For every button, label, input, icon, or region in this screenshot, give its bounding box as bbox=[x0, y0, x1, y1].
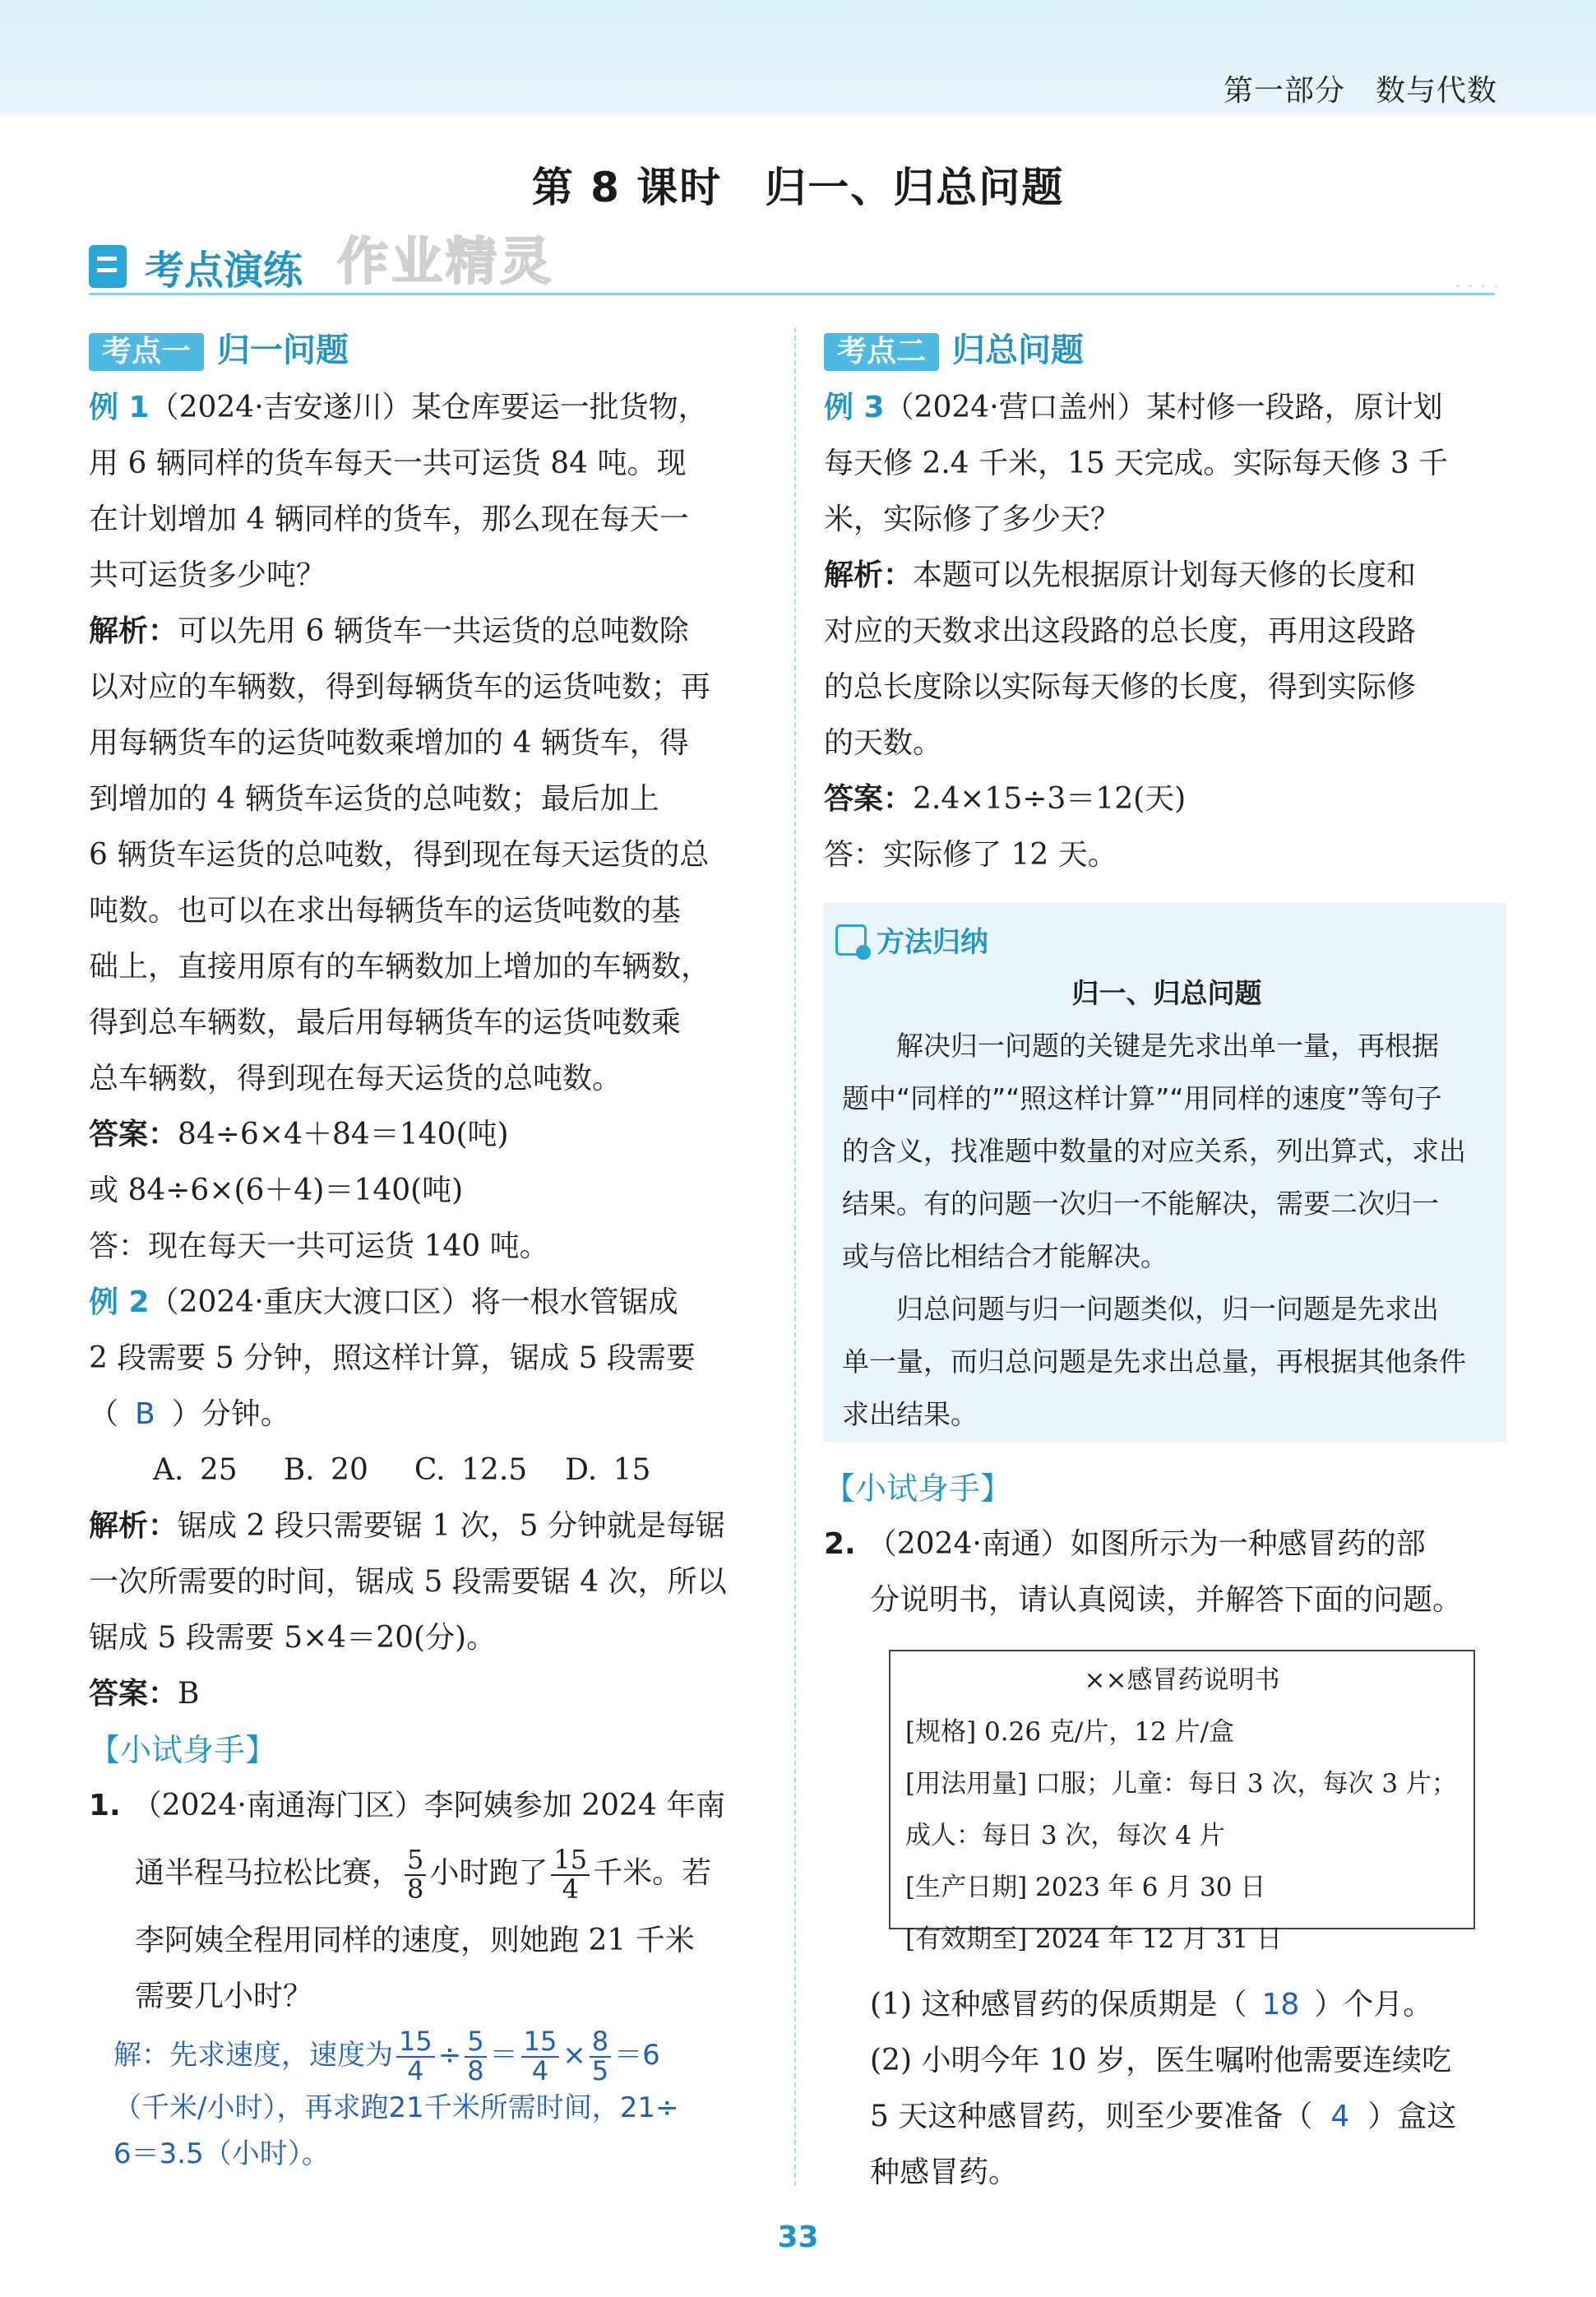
fraction: $\frac{5}{8}$ bbox=[405, 1846, 426, 1903]
option-d: D. 15 bbox=[565, 1453, 651, 1487]
answer-1: 答案：84÷6×4＋84＝140(吨) bbox=[89, 1118, 509, 1151]
sub-question-2: (2) 小明今年 10 岁，医生嘱咐他需要连续吃 bbox=[870, 2044, 1452, 2077]
example-1: 例 1（2024·吉安遂川）某仓库要运一批货物， bbox=[89, 391, 708, 424]
watermark: 作业精灵 bbox=[337, 231, 555, 291]
answer-blank: B bbox=[135, 1397, 155, 1431]
analysis-2: 解析：锯成 2 段只需要锯 1 次，5 分钟就是每锯 bbox=[89, 1509, 725, 1543]
method-heading: 方法归纳 bbox=[835, 919, 988, 960]
question-2: 2. （2024·南通）如图所示为一种感冒药的部 bbox=[824, 1527, 1426, 1561]
left-column: 例 1（2024·吉安遂川）某仓库要运一批货物， 用 6 辆同样的货车每天一共可运货 84 吨。现 在计划增加 4 辆同样的货车，那么现在每天一 共可运货多少吨？ 解析：可以先用 6 辆货车一共运货的总吨数除 以对应的车辆数，得到每辆货车的运货吨数；再 用每辆货车的运货吨数乘增加的 4 辆货车，得 到增加的 4 辆货车运货的总吨数；最后加上 6 辆货车运货的总吨数，得到现在每天运货的总 吨数。也可以在求出每辆货车的运货吨数的基 础上，直接用原有的车辆数加上增加的车辆数， 得到总车辆数，最后用每辆货车的运货吨数乘 总车辆数，得到现在每天运货的总吨数。 答案：84÷6×4＋84＝140(吨) 或 84÷6×(6＋4)＝140(吨) 答：现在每天一共可运货 140 吨。 例 2（2024·重庆大渡口区）将一根水管锯成 2 段需要 5 分钟，照这样计算，锯成 5 段需要 （ B ）分钟。 A. 25 B. 20 C. 12.5 D. 15 解析：锯成 2 段只需要锯 1 次，5 分钟就是每锯 一次所需要的时间，锯成 5 段需要锯 4 次，所以 锯成 5 段需要 5×4＝20(分)。 答案：B 【小试身手】 1. （2024·南通海门区）李阿姨参加 2024 年南 通半程马拉松比赛， $\frac{5}{8}$ 小时跑了 $\frac{15}{4}$ 千米。若 李阿姨全程用同样的速度，则她跑 21 千米 需要几小时？ 解：先求速度，速度为 $\frac{15}{4}$ ÷ $\frac{5}{8}$ ＝ $\frac{15}{4}$ × $\frac{8}{5}$ ＝6 （千米/小时），再求跑21千米所需时间，21÷ 6＝3.5（小时）。 bbox=[89, 380, 771, 2177]
rule-dots-decoration: · · · · bbox=[1455, 278, 1501, 295]
question-1: 1. （2024·南通海门区）李阿姨参加 2024 年南 bbox=[89, 1789, 726, 1822]
try-heading-left: 【小试身手】 bbox=[89, 1732, 277, 1768]
page-number: 33 bbox=[777, 2221, 819, 2254]
fraction: $\frac{5}{8}$ bbox=[465, 2028, 486, 2085]
answer-blank: 18 bbox=[1261, 1988, 1300, 2021]
fraction: $\frac{15}{4}$ bbox=[521, 2028, 560, 2085]
example-3: 例 3（2024·营口盖州）某村修一段路，原计划 bbox=[824, 391, 1443, 424]
fraction: $\frac{15}{4}$ bbox=[551, 1846, 590, 1903]
header-part-label: 第一部分 数与代数 bbox=[1223, 74, 1497, 108]
method-subtitle: 归一、归总问题 bbox=[1071, 977, 1262, 1009]
analysis-3: 解析：本题可以先根据原计划每天修的长度和 bbox=[824, 558, 1417, 592]
list-icon bbox=[89, 245, 127, 288]
topic-tag: 考点二 bbox=[824, 333, 939, 371]
right-topic-heading bbox=[824, 324, 1084, 371]
section-rule bbox=[89, 293, 1495, 295]
option-c: C. 12.5 bbox=[414, 1453, 528, 1487]
medicine-instructions-box: ××感冒药说明书 [规格] 0.26 克/片，12 片/盒 [用法用量] 口服；儿童：每日 3 次，每次 3 片； 成人：每日 3 次，每次 4 片 [生产日期] 2023 年 6 月 30 日 [有效期至] 2024 年 12 月 31 日 bbox=[889, 1650, 1475, 1929]
handwritten-solution: 解：先求速度，速度为 $\frac{15}{4}$ ÷ $\frac{5}{8}$ ＝ $\frac{15}{4}$ × $\frac{8}{5}$ ＝6 （千米/小时），再求跑21千米所需时间，21÷ 6＝3.5（小时）。 bbox=[113, 2026, 679, 2171]
topic-title: 归一问题 bbox=[217, 331, 349, 369]
left-topic-heading bbox=[89, 324, 349, 371]
page-title: 第 8 课时 归一、归总问题 bbox=[531, 164, 1065, 211]
column-divider bbox=[794, 327, 796, 2186]
question-2-parts: (1) 这种感冒药的保质期是（ 18 ）个月。 (2) 小明今年 10 岁，医生嘱咐他需要连续吃 5 天这种感冒药，则至少要准备（ 4 ）盒这 种感冒药。 bbox=[870, 1977, 1511, 2201]
topic-tag: 考点一 bbox=[89, 333, 204, 371]
try-heading-right: 【小试身手】 bbox=[824, 1470, 1012, 1507]
topic-title: 归总问题 bbox=[952, 331, 1085, 369]
fraction: $\frac{8}{5}$ bbox=[590, 2028, 611, 2085]
method-body: 归一、归总问题 解决归一问题的关键是先求出单一量，再根据 题中“同样的”“照这样计算”“用同样的速度”等句子 的含义，找准题中数量的对应关系，列出算式，求出 结果。有的问题一次归一不能解决，需要二次归一 或与倍比相结合才能解决。 归总问题与归一问题类似，归一问题是先求出 单一量，而归总问题是先求出总量，再根据其他条件 求出结果。 bbox=[842, 967, 1492, 1441]
options-row bbox=[89, 1443, 771, 1498]
method-icon bbox=[835, 924, 867, 956]
sub-question-1: (1) 这种感冒药的保质期是（ 18 ）个月。 bbox=[870, 1988, 1433, 2021]
example-2: 例 2（2024·重庆大渡口区）将一根水管锯成 bbox=[89, 1285, 678, 1319]
analysis-1: 解析：可以先用 6 辆货车一共运货的总吨数除 bbox=[89, 614, 689, 648]
right-column-upper: 例 3（2024·营口盖州）某村修一段路，原计划 每天修 2.4 千米，15 天完成。实际每天修 3 千 米，实际修了多少天？ 解析：本题可以先根据原计划每天修的长度和 对应的天数求出这段路的总长度，再用这段路 的总长度除以实际每天修的长度，得到实际修 的天数。 答案：2.4×15÷3＝12(天) 答：实际修了 12 天。 bbox=[824, 380, 1506, 883]
option-b: B. 20 bbox=[283, 1453, 368, 1487]
section-heading bbox=[89, 238, 303, 294]
section-label: 考点演练 bbox=[145, 247, 303, 294]
answer-2: 答案：B bbox=[89, 1677, 200, 1711]
answer-blank: 4 bbox=[1330, 2100, 1350, 2133]
fraction: $\frac{15}{4}$ bbox=[396, 2028, 435, 2085]
instructions-title: ××感冒药说明书 bbox=[1084, 1665, 1280, 1695]
answer-3: 答案：2.4×15÷3＝12(天) bbox=[824, 782, 1187, 816]
right-column-lower: 【小试身手】 2. （2024·南通）如图所示为一种感冒药的部 分说明书，请认真阅读，并解答下面的问题。 bbox=[824, 1461, 1506, 1628]
option-a: A. 25 bbox=[153, 1453, 238, 1487]
